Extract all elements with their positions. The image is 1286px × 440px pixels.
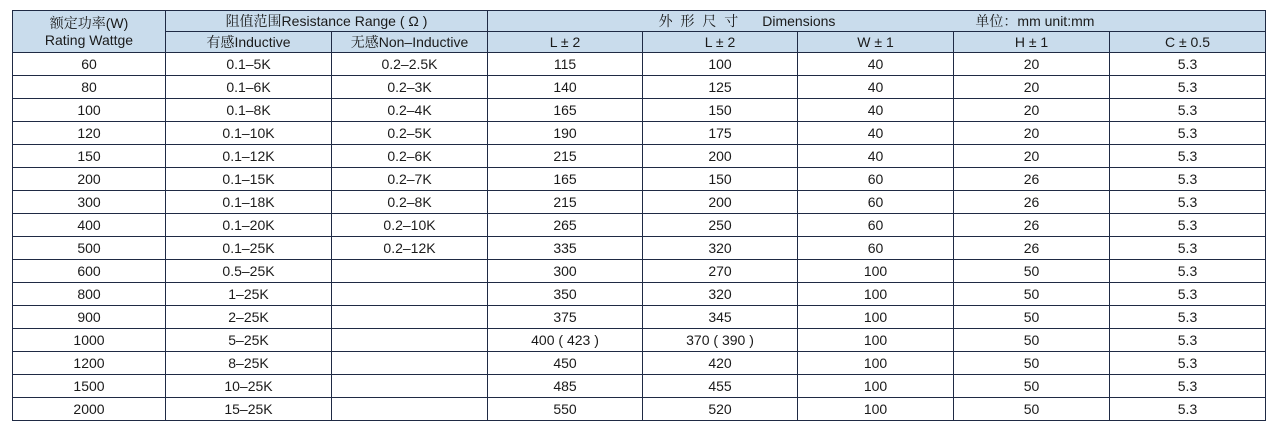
wattage-cell: 800 [13, 283, 166, 306]
rating-header-cn: 额定功率(W) [49, 14, 129, 31]
wattage-cell: 1500 [13, 375, 166, 398]
height-cell: 20 [954, 76, 1110, 99]
unit-label: 单位：mm unit:mm [975, 13, 1095, 29]
c-cell: 5.3 [1110, 122, 1266, 145]
height-cell: 50 [954, 352, 1110, 375]
height-cell: 20 [954, 122, 1110, 145]
height-cell: 50 [954, 375, 1110, 398]
c-cell: 5.3 [1110, 99, 1266, 122]
length-2-cell: 200 [643, 191, 798, 214]
rating-wattage-header [13, 11, 166, 53]
inductive-cell: 0.5–25K [166, 260, 332, 283]
wattage-cell: 500 [13, 237, 166, 260]
rating-header-en: Rating Wattge [44, 31, 134, 48]
c-cell: 5.3 [1110, 283, 1266, 306]
table-body [13, 53, 1266, 421]
length-2-cell: 100 [643, 53, 798, 76]
non-inductive-cell: 0.2–3K [332, 76, 488, 99]
inductive-cell: 10–25K [166, 375, 332, 398]
table-row [13, 168, 1266, 191]
table-row [13, 76, 1266, 99]
dimensions-header-en: Dimensions [762, 13, 836, 29]
height-cell: 26 [954, 168, 1110, 191]
non-inductive-cell [332, 306, 488, 329]
dimensions-header-cn: 外 形 尺 寸 [658, 13, 739, 29]
table-row [13, 306, 1266, 329]
length-1-cell: 400 ( 423 ) [488, 329, 643, 352]
width-cell: 100 [798, 260, 954, 283]
length-1-cell: 165 [488, 99, 643, 122]
length-1-cell: 485 [488, 375, 643, 398]
non-inductive-cell: 0.2–7K [332, 168, 488, 191]
table-row [13, 352, 1266, 375]
spec-table-container [12, 10, 1266, 421]
inductive-cell: 0.1–12K [166, 145, 332, 168]
length-1-cell: 215 [488, 145, 643, 168]
width-cell: 100 [798, 398, 954, 421]
width-cell: 40 [798, 53, 954, 76]
c-cell: 5.3 [1110, 398, 1266, 421]
length-1-cell: 190 [488, 122, 643, 145]
wattage-cell: 150 [13, 145, 166, 168]
wattage-cell: 1000 [13, 329, 166, 352]
wattage-cell: 60 [13, 53, 166, 76]
wattage-cell: 600 [13, 260, 166, 283]
length-1-cell: 335 [488, 237, 643, 260]
length-1-cell: 140 [488, 76, 643, 99]
inductive-cell: 0.1–18K [166, 191, 332, 214]
wattage-cell: 120 [13, 122, 166, 145]
inductive-cell: 0.1–25K [166, 237, 332, 260]
inductive-cell: 0.1–20K [166, 214, 332, 237]
table-row [13, 283, 1266, 306]
width-cell: 60 [798, 191, 954, 214]
non-inductive-cell: 0.2–5K [332, 122, 488, 145]
width-cell: 100 [798, 375, 954, 398]
height-cell: 20 [954, 145, 1110, 168]
length-1-header: L ± 2 [488, 32, 643, 53]
non-inductive-header: 无感Non–Inductive [332, 32, 488, 53]
c-cell: 5.3 [1110, 145, 1266, 168]
wattage-cell: 400 [13, 214, 166, 237]
height-cell: 50 [954, 306, 1110, 329]
length-2-cell: 175 [643, 122, 798, 145]
length-2-cell: 150 [643, 99, 798, 122]
wattage-cell: 80 [13, 76, 166, 99]
c-cell: 5.3 [1110, 191, 1266, 214]
length-1-cell: 265 [488, 214, 643, 237]
c-cell: 5.3 [1110, 214, 1266, 237]
inductive-cell: 0.1–8K [166, 99, 332, 122]
c-cell: 5.3 [1110, 168, 1266, 191]
length-2-cell: 455 [643, 375, 798, 398]
length-1-cell: 165 [488, 168, 643, 191]
width-cell: 40 [798, 99, 954, 122]
height-cell: 20 [954, 53, 1110, 76]
wattage-cell: 1200 [13, 352, 166, 375]
table-row [13, 237, 1266, 260]
table-row [13, 53, 1266, 76]
height-cell: 50 [954, 260, 1110, 283]
non-inductive-cell: 0.2–6K [332, 145, 488, 168]
table-row [13, 145, 1266, 168]
width-cell: 40 [798, 145, 954, 168]
width-cell: 60 [798, 168, 954, 191]
table-row [13, 398, 1266, 421]
height-cell: 20 [954, 99, 1110, 122]
non-inductive-cell: 0.2–10K [332, 214, 488, 237]
length-1-cell: 550 [488, 398, 643, 421]
non-inductive-cell [332, 329, 488, 352]
c-header: C ± 0.5 [1110, 32, 1266, 53]
wattage-cell: 900 [13, 306, 166, 329]
non-inductive-cell: 0.2–12K [332, 237, 488, 260]
resistor-spec-table [12, 10, 1266, 421]
inductive-cell: 0.1–10K [166, 122, 332, 145]
width-cell: 100 [798, 283, 954, 306]
width-cell: 40 [798, 76, 954, 99]
inductive-header: 有感Inductive [166, 32, 332, 53]
length-1-cell: 300 [488, 260, 643, 283]
non-inductive-cell [332, 398, 488, 421]
width-cell: 100 [798, 329, 954, 352]
wattage-cell: 200 [13, 168, 166, 191]
length-1-cell: 375 [488, 306, 643, 329]
inductive-cell: 2–25K [166, 306, 332, 329]
length-2-cell: 345 [643, 306, 798, 329]
table-row [13, 375, 1266, 398]
inductive-cell: 15–25K [166, 398, 332, 421]
non-inductive-cell: 0.2–2.5K [332, 53, 488, 76]
table-row [13, 214, 1266, 237]
non-inductive-cell: 0.2–4K [332, 99, 488, 122]
length-1-cell: 215 [488, 191, 643, 214]
width-cell: 40 [798, 122, 954, 145]
length-2-cell: 200 [643, 145, 798, 168]
width-header: W ± 1 [798, 32, 954, 53]
length-2-header: L ± 2 [643, 32, 798, 53]
height-cell: 26 [954, 214, 1110, 237]
wattage-cell: 2000 [13, 398, 166, 421]
width-cell: 60 [798, 214, 954, 237]
height-cell: 50 [954, 329, 1110, 352]
length-2-cell: 270 [643, 260, 798, 283]
length-2-cell: 320 [643, 283, 798, 306]
table-row [13, 122, 1266, 145]
non-inductive-cell: 0.2–8K [332, 191, 488, 214]
length-2-cell: 320 [643, 237, 798, 260]
inductive-cell: 8–25K [166, 352, 332, 375]
table-row [13, 329, 1266, 352]
length-2-cell: 150 [643, 168, 798, 191]
inductive-cell: 0.1–6K [166, 76, 332, 99]
height-cell: 50 [954, 283, 1110, 306]
length-1-cell: 350 [488, 283, 643, 306]
c-cell: 5.3 [1110, 329, 1266, 352]
non-inductive-cell [332, 352, 488, 375]
c-cell: 5.3 [1110, 306, 1266, 329]
inductive-cell: 0.1–5K [166, 53, 332, 76]
width-cell: 100 [798, 352, 954, 375]
table-row [13, 260, 1266, 283]
length-2-cell: 370 ( 390 ) [643, 329, 798, 352]
width-cell: 100 [798, 306, 954, 329]
wattage-cell: 100 [13, 99, 166, 122]
c-cell: 5.3 [1110, 375, 1266, 398]
height-cell: 26 [954, 191, 1110, 214]
dimensions-header [488, 11, 1266, 32]
non-inductive-cell [332, 375, 488, 398]
height-header: H ± 1 [954, 32, 1110, 53]
non-inductive-cell [332, 260, 488, 283]
c-cell: 5.3 [1110, 260, 1266, 283]
length-2-cell: 250 [643, 214, 798, 237]
table-header [13, 11, 1266, 53]
table-row [13, 191, 1266, 214]
width-cell: 60 [798, 237, 954, 260]
length-1-cell: 115 [488, 53, 643, 76]
height-cell: 50 [954, 398, 1110, 421]
inductive-cell: 0.1–15K [166, 168, 332, 191]
height-cell: 26 [954, 237, 1110, 260]
length-2-cell: 125 [643, 76, 798, 99]
length-2-cell: 520 [643, 398, 798, 421]
c-cell: 5.3 [1110, 237, 1266, 260]
inductive-cell: 5–25K [166, 329, 332, 352]
c-cell: 5.3 [1110, 53, 1266, 76]
wattage-cell: 300 [13, 191, 166, 214]
length-2-cell: 420 [643, 352, 798, 375]
c-cell: 5.3 [1110, 76, 1266, 99]
non-inductive-cell [332, 283, 488, 306]
resistance-range-header: 阻值范围Resistance Range ( Ω ) [166, 11, 488, 32]
inductive-cell: 1–25K [166, 283, 332, 306]
table-row [13, 99, 1266, 122]
length-1-cell: 450 [488, 352, 643, 375]
c-cell: 5.3 [1110, 352, 1266, 375]
